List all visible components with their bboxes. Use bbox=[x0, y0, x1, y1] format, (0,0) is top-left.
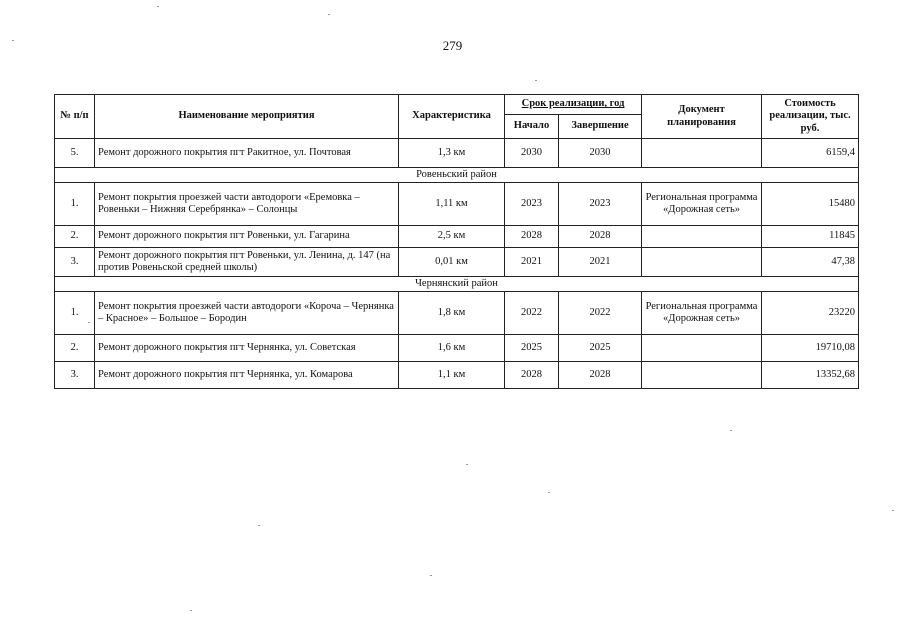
cell-document bbox=[642, 139, 762, 168]
table-row bbox=[55, 362, 859, 389]
cell-start: 2030 bbox=[505, 139, 559, 168]
page-number: 279 bbox=[442, 38, 463, 53]
cell-cost: 15480 bbox=[762, 183, 859, 226]
cell-end: 2021 bbox=[559, 248, 642, 277]
table-row bbox=[55, 139, 859, 168]
cell-document bbox=[642, 362, 762, 389]
cell-cost: 6159,4 bbox=[762, 139, 859, 168]
cell-characteristic: 1,3 км bbox=[399, 139, 505, 168]
cell-num: 2. bbox=[55, 335, 95, 362]
header-characteristic: Характеристика bbox=[399, 95, 505, 139]
table-row bbox=[55, 183, 859, 226]
cell-end: 2023 bbox=[559, 183, 642, 226]
table-row bbox=[55, 248, 859, 277]
header-num: № п/п bbox=[55, 95, 95, 139]
cell-end: 2025 bbox=[559, 335, 642, 362]
cell-characteristic: 1,6 км bbox=[399, 335, 505, 362]
region-row bbox=[55, 277, 859, 292]
cell-characteristic: 1,8 км bbox=[399, 292, 505, 335]
cell-document bbox=[642, 226, 762, 248]
cell-cost: 23220 bbox=[762, 292, 859, 335]
cell-document: Региональная программа «Дорожная сеть» bbox=[642, 292, 762, 335]
cell-name: Ремонт дорожного покрытия пгт Ровеньки, ул. Ленина, д. 147 (на против Ровеньской средней школы) bbox=[95, 248, 399, 277]
cell-num: 3. bbox=[55, 248, 95, 277]
cell-start: 2021 bbox=[505, 248, 559, 277]
table-row bbox=[55, 335, 859, 362]
cell-start: 2025 bbox=[505, 335, 559, 362]
roads-table bbox=[54, 94, 859, 389]
cell-cost: 11845 bbox=[762, 226, 859, 248]
header-start: Начало bbox=[505, 115, 559, 139]
header-name: Наименование мероприятия bbox=[95, 95, 399, 139]
cell-start: 2022 bbox=[505, 292, 559, 335]
cell-num: 5. bbox=[55, 139, 95, 168]
cell-name: Ремонт дорожного покрытия пгт Ровеньки, ул. Гагарина bbox=[95, 226, 399, 248]
cell-end: 2028 bbox=[559, 226, 642, 248]
cell-end: 2030 bbox=[559, 139, 642, 168]
cell-characteristic: 0,01 км bbox=[399, 248, 505, 277]
cell-characteristic: 2,5 км bbox=[399, 226, 505, 248]
cell-end: 2022 bbox=[559, 292, 642, 335]
cell-characteristic: 1,1 км bbox=[399, 362, 505, 389]
header-cost: Стоимость реализации, тыс. руб. bbox=[762, 95, 859, 139]
table-row bbox=[55, 292, 859, 335]
cell-name: Ремонт покрытия проезжей части автодороги «Короча – Чернянка – Красное» – Большое – Бородин bbox=[95, 292, 399, 335]
cell-end: 2028 bbox=[559, 362, 642, 389]
header-end: Завершение bbox=[559, 115, 642, 139]
region-label: Ровеньский район bbox=[55, 168, 859, 183]
region-label: Чернянский район bbox=[55, 277, 859, 292]
cell-document bbox=[642, 335, 762, 362]
cell-document: Региональная программа «Дорожная сеть» bbox=[642, 183, 762, 226]
cell-start: 2028 bbox=[505, 226, 559, 248]
cell-num: 1. bbox=[55, 292, 95, 335]
cell-num: 3. bbox=[55, 362, 95, 389]
cell-start: 2028 bbox=[505, 362, 559, 389]
cell-cost: 13352,68 bbox=[762, 362, 859, 389]
region-row bbox=[55, 168, 859, 183]
header-period: Срок реализации, год bbox=[505, 95, 642, 115]
cell-start: 2023 bbox=[505, 183, 559, 226]
cell-name: Ремонт дорожного покрытия пгт Ракитное, ул. Почтовая bbox=[95, 139, 399, 168]
cell-num: 1. bbox=[55, 183, 95, 226]
cell-name: Ремонт дорожного покрытия пгт Чернянка, ул. Комарова bbox=[95, 362, 399, 389]
header-document: Документ планирования bbox=[642, 95, 762, 139]
table-row bbox=[55, 226, 859, 248]
table-header bbox=[55, 95, 859, 139]
cell-name: Ремонт покрытия проезжей части автодороги «Еремовка – Ровеньки – Нижняя Серебрянка» – Солонцы bbox=[95, 183, 399, 226]
cell-characteristic: 1,11 км bbox=[399, 183, 505, 226]
cell-name: Ремонт дорожного покрытия пгт Чернянка, ул. Советская bbox=[95, 335, 399, 362]
cell-cost: 47,38 bbox=[762, 248, 859, 277]
cell-num: 2. bbox=[55, 226, 95, 248]
cell-document bbox=[642, 248, 762, 277]
cell-cost: 19710,08 bbox=[762, 335, 859, 362]
